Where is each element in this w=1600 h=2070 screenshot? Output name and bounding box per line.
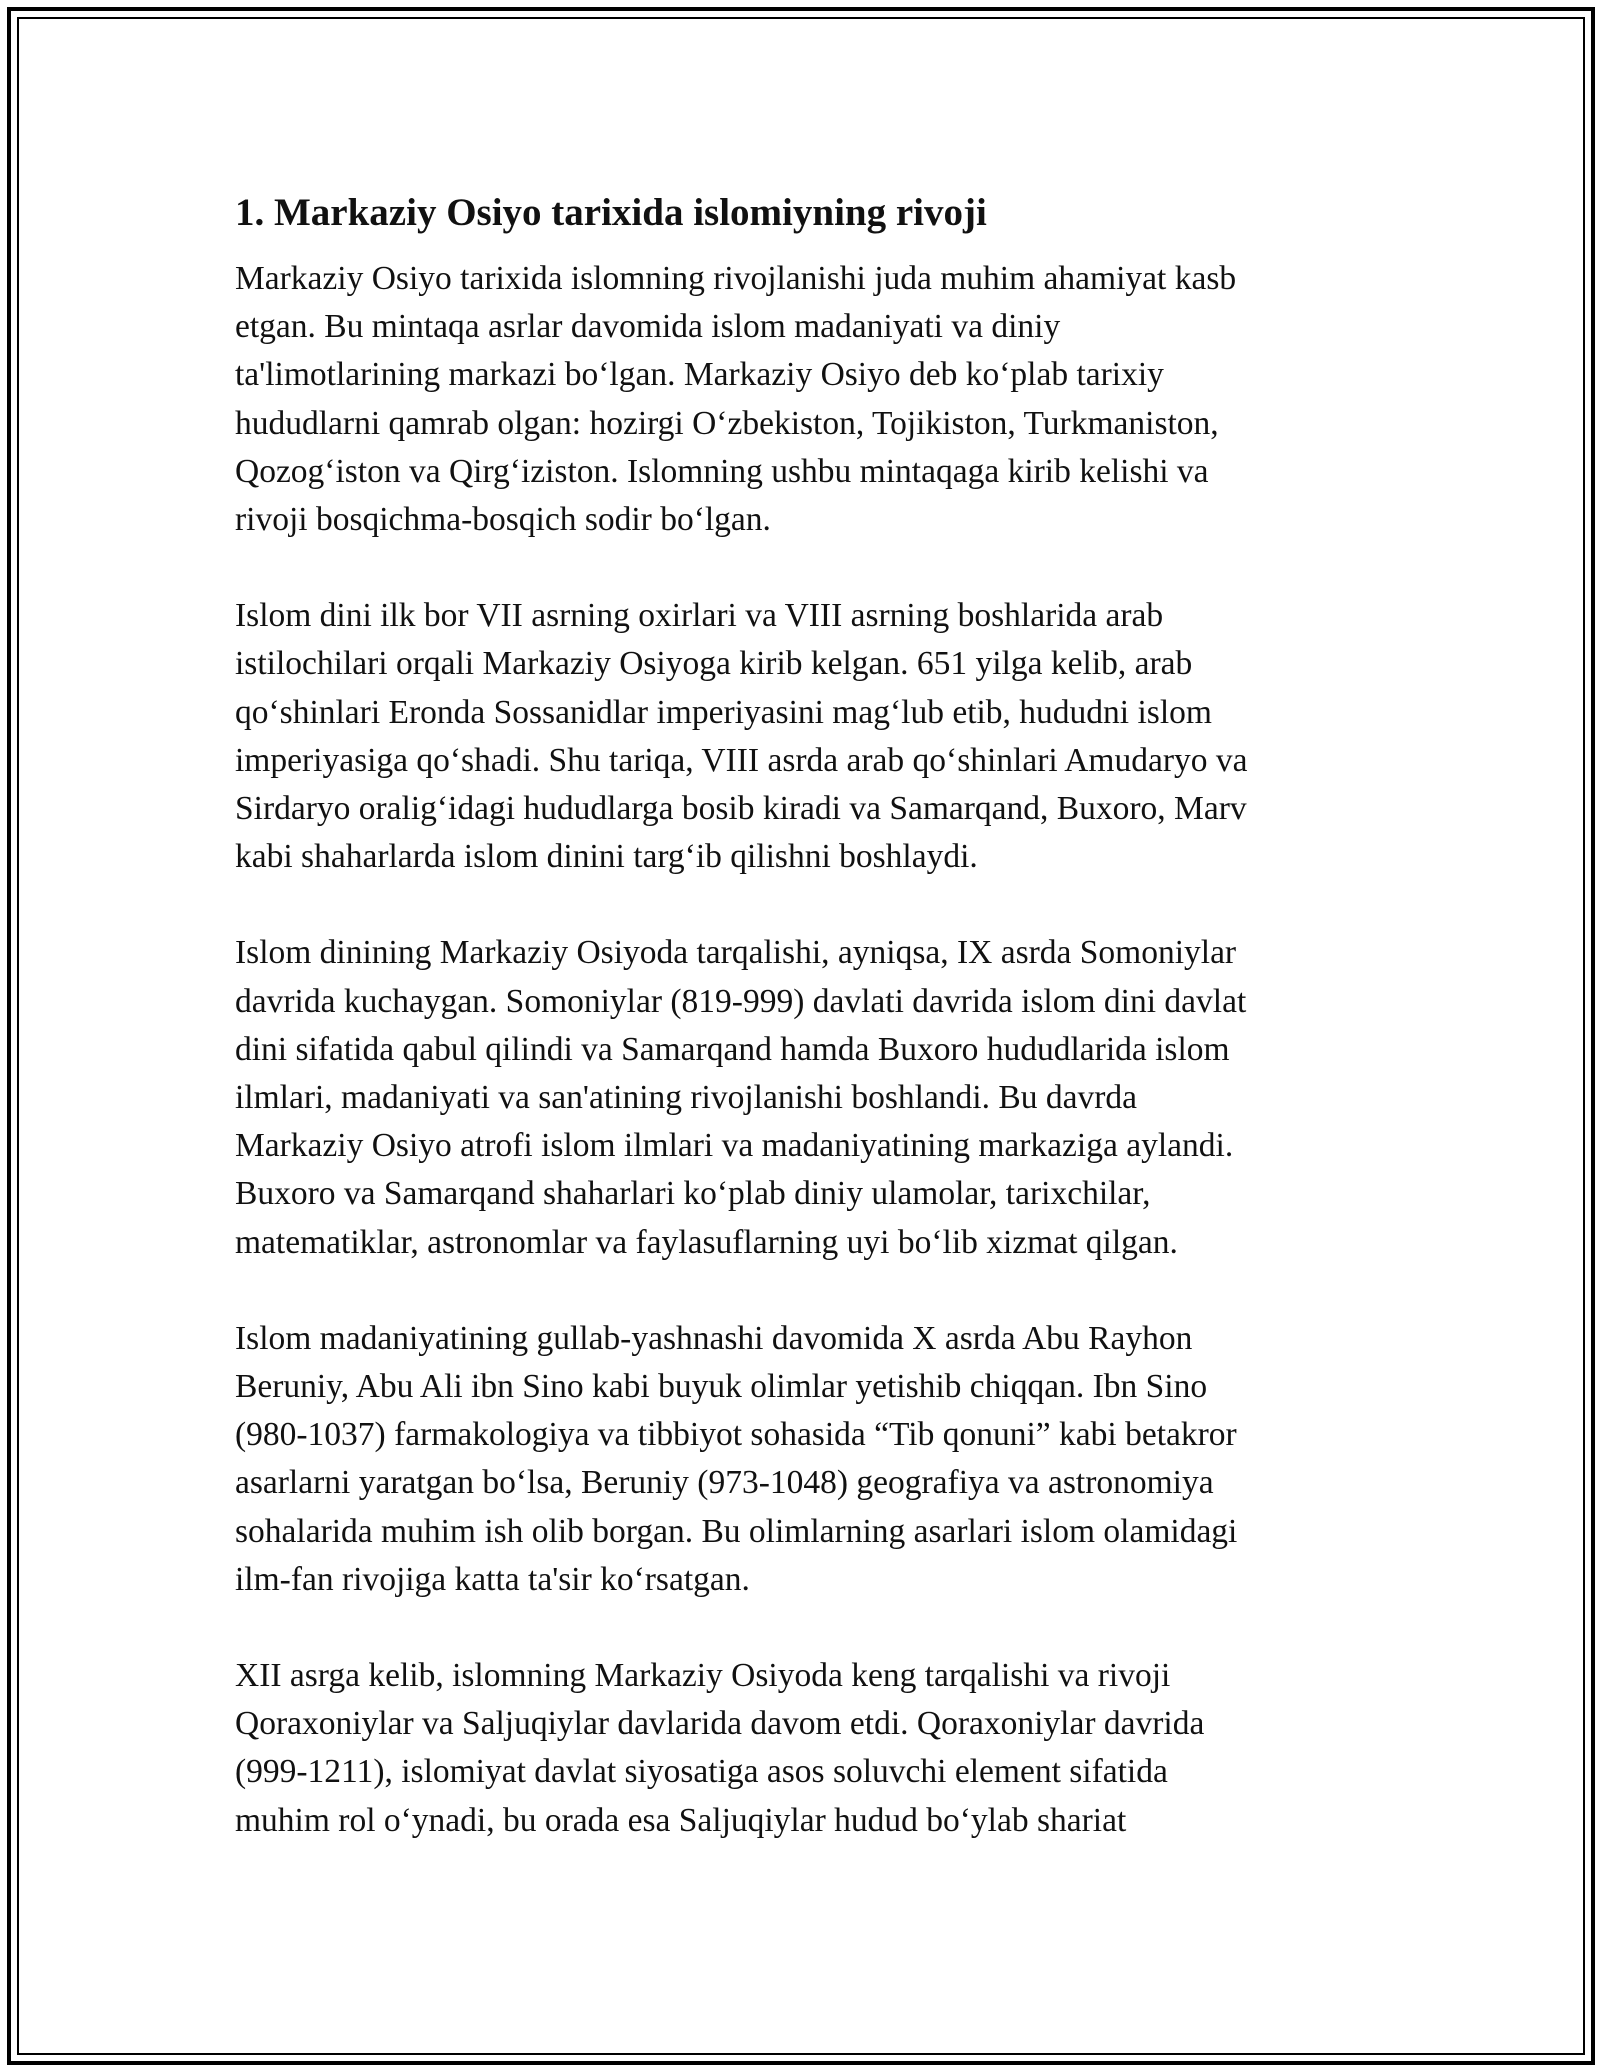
document-body [235,185,1365,1893]
text-line: muhim rol o‘ynadi, bu orada esa Saljuqiylar hudud bo‘ylab shariat [235,1801,1127,1839]
text-line: Sirdaryo oralig‘idagi hududlarga bosib kiradi va Samarqand, Buxoro, Marv [235,790,1247,828]
text-line: davrida kuchaygan. Somoniylar (819-999) davlati davrida islom dini davlat [235,982,1247,1020]
text-line: hududlarni qamrab olgan: hozirgi O‘zbekiston, Tojikiston, Turkmaniston, [235,404,1219,442]
text-line: Markaziy Osiyo atrofi islom ilmlari va madaniyatining markaziga aylandi. [235,1127,1234,1165]
text-line: Islom dinining Markaziy Osiyoda tarqalishi, ayniqsa, IX asrda Somoniylar [235,934,1237,972]
text-line: etgan. Bu mintaqa asrlar davomida islom madaniyati va diniy [235,308,1061,346]
text-line: rivoji bosqichma-bosqich sodir bo‘lgan. [235,501,771,539]
text-line: Islom madaniyatining gullab-yashnashi davomida X asrda Abu Rayhon [235,1319,1193,1357]
section-heading: 1. Markaziy Osiyo tarixida islomiyning rivoji [235,191,987,234]
text-line: asarlarni yaratgan bo‘lsa, Beruniy (973-1048) geografiya va astronomiya [235,1464,1214,1502]
text-line: Qoraxoniylar va Saljuqiylar davlarida davom etdi. Qoraxoniylar davrida [235,1705,1205,1743]
text-line: Beruniy, Abu Ali ibn Sino kabi buyuk olimlar yetishib chiqqan. Ibn Sino [235,1368,1208,1406]
text-line: sohalarida muhim ish olib borgan. Bu olimlarning asarlari islom olamidagi [235,1512,1238,1550]
text-line: qo‘shinlari Eronda Sossanidlar imperiyasini mag‘lub etib, hududni islom [235,693,1212,731]
paragraph-4 [235,1315,1365,1604]
text-line: kabi shaharlarda islom dinini targ‘ib qilishni boshlaydi. [235,838,978,876]
paragraph-3 [235,929,1365,1266]
text-line: ilm-fan rivojiga katta ta'sir ko‘rsatgan. [235,1560,750,1598]
text-line: Islom dini ilk bor VII asrning oxirlari va VIII asrning boshlarida arab [235,597,1164,635]
text-line: XII asrga kelib, islomning Markaziy Osiyoda keng tarqalishi va rivoji [235,1657,1171,1695]
paragraph-1 [235,255,1365,544]
paragraph-5 [235,1652,1365,1845]
text-line: (999-1211), islomiyat davlat siyosatiga asos soluvchi element sifatida [235,1753,1168,1791]
text-line: ilmlari, madaniyati va san'atining rivojlanishi boshlandi. Bu davrda [235,1079,1137,1117]
paragraph-2 [235,592,1365,881]
text-line: Buxoro va Samarqand shaharlari ko‘plab diniy ulamolar, tarixchilar, [235,1175,1151,1213]
text-line: ta'limotlarining markazi bo‘lgan. Markaziy Osiyo deb ko‘plab tarixiy [235,356,1164,394]
text-line: (980-1037) farmakologiya va tibbiyot sohasida “Tib qonuni” kabi betakror [235,1416,1237,1454]
text-line: istilochilari orqali Markaziy Osiyoga kirib kelgan. 651 yilga kelib, arab [235,645,1193,683]
text-line: imperiyasiga qo‘shadi. Shu tariqa, VIII asrda arab qo‘shinlari Amudaryo va [235,741,1248,779]
text-line: dini sifatida qabul qilindi va Samarqand hamda Buxoro hududlarida islom [235,1030,1230,1068]
text-line: matematiklar, astronomlar va faylasuflarning uyi bo‘lib xizmat qilgan. [235,1223,1178,1261]
text-line: Qozog‘iston va Qirg‘iziston. Islomning ushbu mintaqaga kirib kelishi va [235,452,1209,490]
text-line: Markaziy Osiyo tarixida islomning rivojlanishi juda muhim ahamiyat kasb [235,260,1237,297]
